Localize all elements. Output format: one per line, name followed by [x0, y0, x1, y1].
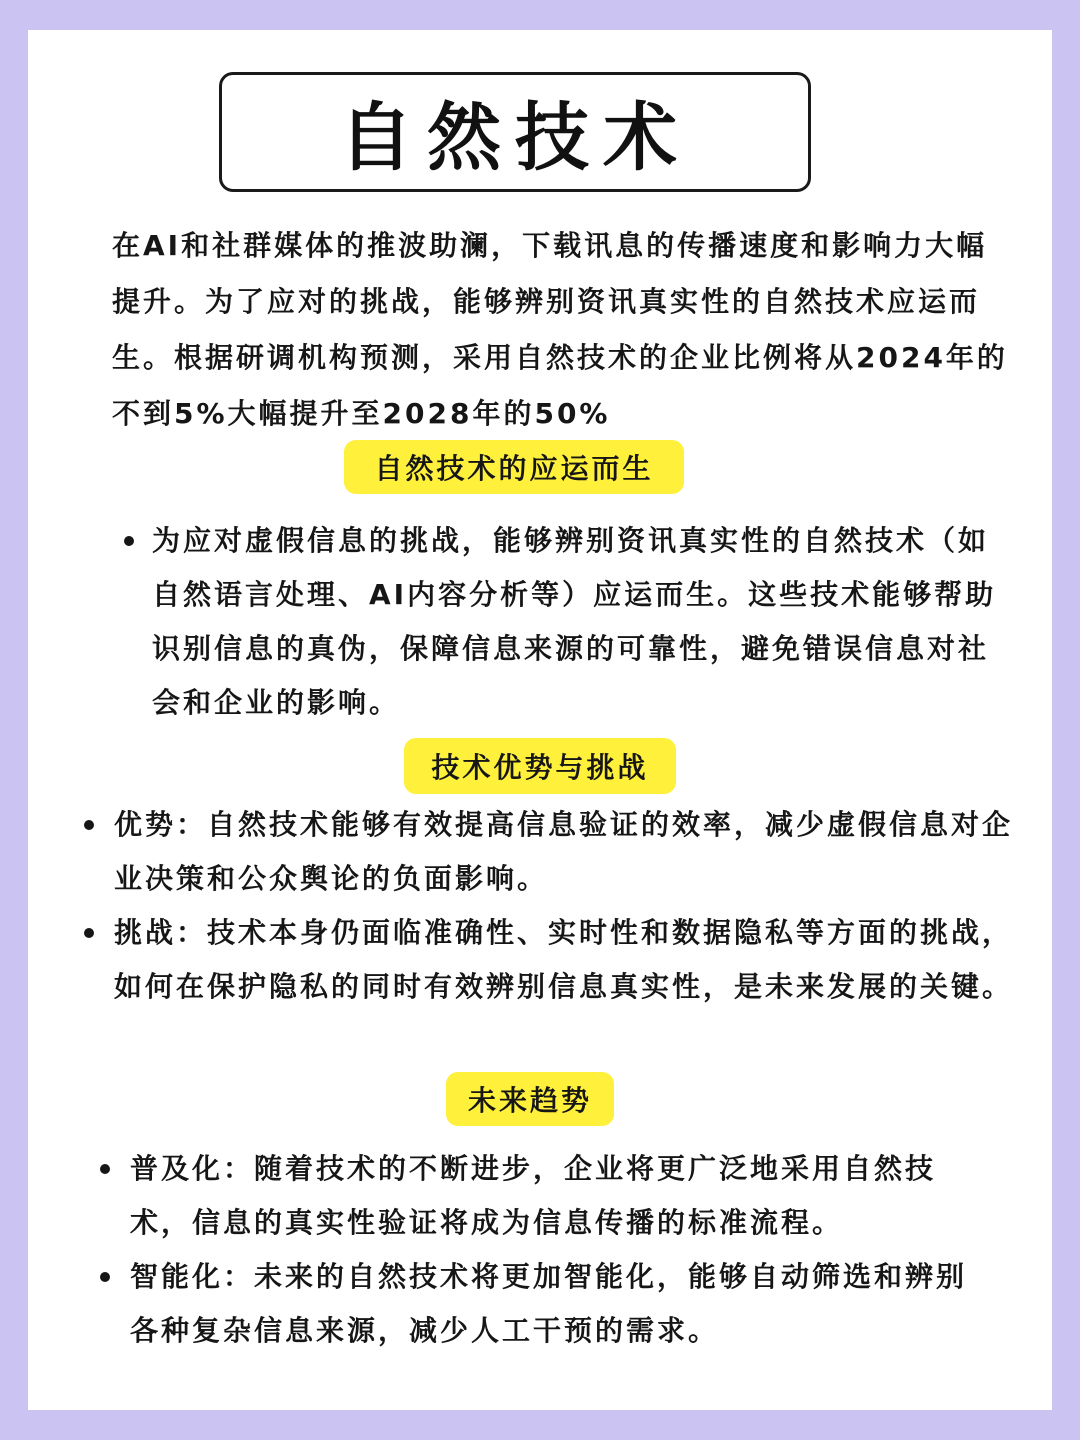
list-item: [130, 1250, 994, 1358]
page-title: 自然技术: [339, 95, 691, 181]
section-heading-trends: 未来趋势: [446, 1072, 614, 1126]
list-item-text: 为应对虚假信息的挑战，能够辨别资讯真实性的自然技术（如自然语言处理、AI内容分析等）应运而生。这些技术能够帮助识别信息的真伪，保障信息来源的可靠性，避免错误信息对社会和企业的影响。: [152, 524, 997, 719]
list-item: [114, 906, 1018, 1014]
bullet-dot-icon: [100, 1164, 110, 1174]
list-item-text: 挑战：技术本身仍面临准确性、实时性和数据隐私等方面的挑战，如何在保护隐私的同时有效辨别信息真实性，是未来发展的关键。: [114, 916, 1014, 1003]
bullet-dot-icon: [124, 536, 134, 546]
bullet-dot-icon: [84, 928, 94, 938]
section-list-trends: [130, 1142, 994, 1358]
list-item: [130, 1142, 994, 1250]
section-list-emergence: [152, 514, 1018, 730]
section-heading-advantages: 技术优势与挑战: [404, 738, 676, 794]
section-heading-emergence: 自然技术的应运而生: [344, 440, 684, 494]
list-item-text: 智能化：未来的自然技术将更加智能化，能够自动筛选和辨别各种复杂信息来源，减少人工干预的需求。: [130, 1260, 968, 1347]
list-item-text: 普及化：随着技术的不断进步，企业将更广泛地采用自然技术，信息的真实性验证将成为信息传播的标准流程。: [130, 1152, 937, 1239]
list-item-text: 优势：自然技术能够有效提高信息验证的效率，减少虚假信息对企业决策和公众舆论的负面影响。: [114, 808, 1014, 895]
content-card: [28, 30, 1052, 1410]
title-box: [219, 72, 811, 192]
intro-paragraph: 在AI和社群媒体的推波助澜，下载讯息的传播速度和影响力大幅提升。为了应对的挑战，能够辨别资讯真实性的自然技术应运而生。根据研调机构预测，采用自然技术的企业比例将从2024年的不到5%大幅提升至2028年的50%: [112, 229, 1008, 430]
section-list-advantages: [114, 798, 1018, 1014]
bullet-dot-icon: [84, 820, 94, 830]
list-item: [152, 514, 1018, 730]
list-item: [114, 798, 1018, 906]
bullet-dot-icon: [100, 1272, 110, 1282]
